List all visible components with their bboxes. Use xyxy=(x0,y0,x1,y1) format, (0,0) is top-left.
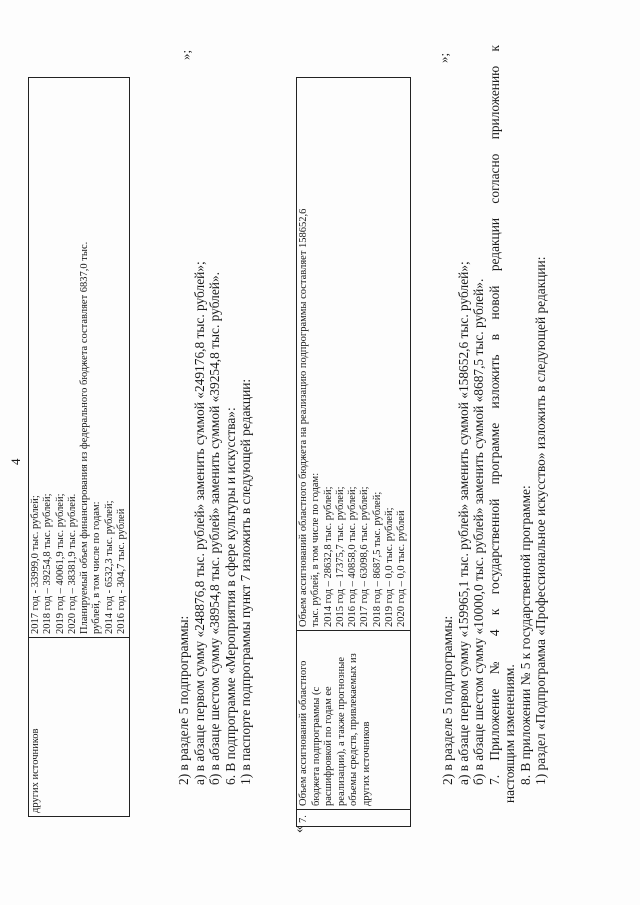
table-row xyxy=(297,78,411,827)
label-line: расшифровкой по годам ее xyxy=(323,686,335,806)
opening-quote: « xyxy=(292,826,307,833)
paragraph-line: настоящим изменениям. xyxy=(502,664,517,803)
table-line: 2016 год - 304,7 тыс. рублей xyxy=(116,508,128,634)
paragraph-line: 2) в разделе 5 подпрограммы: xyxy=(440,615,455,785)
label-line: других источников xyxy=(360,721,372,806)
table-line: 2015 год – 17375,7 тыс. рублей; xyxy=(334,486,346,627)
paragraph-line: 1) в паспорте подпрограммы пункт 7 изложить в следующей редакции: xyxy=(238,378,253,785)
table-line: 2020 год – 38381,9 тыс. рублей. xyxy=(66,493,78,634)
table-line: Объем ассигнований областного бюджета на реализацию подпрограммы составляет 158652,6 xyxy=(298,208,309,627)
paragraph-line: а) в абзаце первом сумму «248876,8 тыс. рублей» заменить суммой «249176,8 тыс. рублей»; xyxy=(191,261,207,785)
amendments-section-a xyxy=(176,261,254,785)
table-line: Планируемый объем финансирования из федерального бюджета составляет 6837,0 тыс. xyxy=(79,241,91,634)
table-line: 2019 год – 40061,9 тыс. рублей; xyxy=(54,493,66,634)
table-cell-label xyxy=(29,638,130,817)
paragraph-line: 8. В приложении № 5 к государственной программе: xyxy=(517,485,533,785)
table-line: 2017 год – 63098,6 тыс. рублей; xyxy=(359,486,371,627)
table-line: 2016 год – 40858,0 тыс. рублей; xyxy=(347,486,359,627)
table-line: 2017 год - 33999,0 тыс. рублей; xyxy=(30,495,41,634)
label-line: бюджета подпрограммы (с xyxy=(310,686,322,806)
table-cell-label xyxy=(297,631,411,810)
table-row xyxy=(29,78,130,817)
closing-quote: »; xyxy=(436,52,451,63)
cell-label-text: других источников xyxy=(30,728,41,813)
page-number: 4 xyxy=(8,458,23,465)
table-line: 2018 год – 8687,5 тыс. рублей; xyxy=(371,491,383,627)
paragraph-line: а) в абзаце первом сумму «159965,1 тыс. рублей» заменить суммой «158652,6 тыс. рублей»; xyxy=(455,261,471,785)
paragraph-line: 1) раздел «Подпрограмма «Профессиональное искусство» изложить в следующей редакции: xyxy=(533,256,548,785)
table-line: 2014 год - 6532,3 тыс. рублей; xyxy=(103,500,115,634)
table-cell-content xyxy=(297,78,411,631)
paragraph-line-justified: 7. Приложение № 4 к государственной программе изложить в новой редакции согласно приложению к xyxy=(486,45,502,785)
label-line: объемы средств, привлекаемых из xyxy=(348,653,360,806)
label-line: реализации), а также прогнозные xyxy=(335,656,347,806)
table-line: рублей, в том числе по годам: xyxy=(91,501,103,634)
closing-quote: »; xyxy=(178,49,193,60)
table-line: тыс. рублей, в том числе по годам: xyxy=(310,472,322,627)
table-line: 2014 год – 28632,8 тыс. рублей; xyxy=(322,486,334,627)
table-cell-number: 7. xyxy=(297,810,411,827)
table-cell-content xyxy=(29,78,130,638)
table-line: 2019 год – 0,0 тыс. рублей; xyxy=(384,507,396,627)
paragraph-line: б) в абзаце шестом сумму «38954,8 тыс. рублей» заменить суммой «39254,8 тыс. рублей». xyxy=(207,271,222,785)
paragraph-line: 6. В подпрограмме «Мероприятия в сфере культуры и искусства»: xyxy=(222,407,238,785)
passport-item-7-table xyxy=(296,77,411,827)
paragraph-line: б) в абзаце шестом сумму «10000,0 тыс. рублей» заменить суммой «8687,5 тыс. рублей». xyxy=(471,278,486,785)
table-line: 2020 год – 0,0 тыс. рублей xyxy=(396,510,408,627)
label-line: Объем ассигнований областного xyxy=(298,660,309,806)
financing-table-continued xyxy=(28,77,130,817)
table-line: 2018 год – 39254,8 тыс. рублей; xyxy=(42,493,54,634)
paragraph-line: 2) в разделе 5 подпрограммы: xyxy=(176,615,191,785)
amendments-section-b xyxy=(440,45,549,803)
